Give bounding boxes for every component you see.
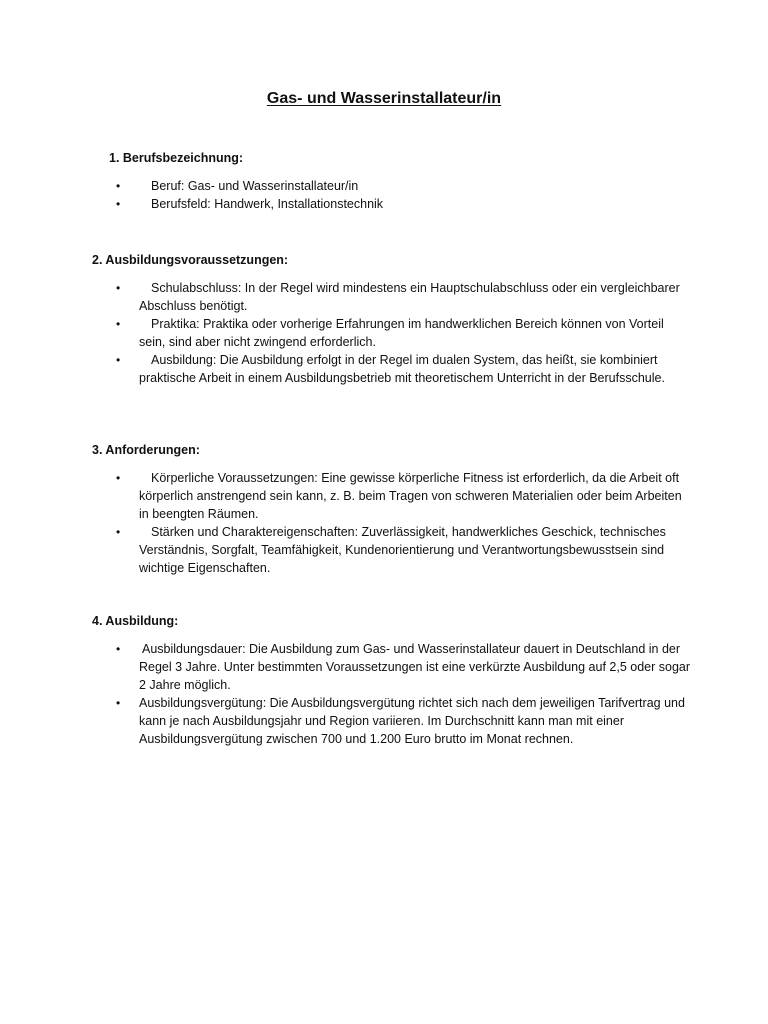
bullet-icon: • (116, 525, 121, 539)
list-item-text: Beruf: Gas- und Wasserinstallateur/in (151, 179, 359, 193)
list-item (92, 177, 692, 195)
section-anforderungen (92, 441, 692, 577)
bullet-list (92, 640, 692, 748)
list-item-text: Ausbildung: Die Ausbildung erfolgt in der Regel im dualen System, das heißt, sie kombiniert praktische Arbeit in einem Ausbildungsbetrieb mit theoretischem Unterricht in der Berufsschule. (139, 353, 665, 385)
list-item (92, 195, 692, 213)
list-item (92, 279, 692, 315)
list-item-text: Praktika: Praktika oder vorherige Erfahrungen im handwerklichen Bereich können von Vorteil sein, sind aber nicht zwingend erforderlich. (139, 317, 664, 349)
bullet-icon: • (116, 281, 121, 295)
list-item (92, 469, 692, 523)
bullet-list (92, 177, 692, 213)
list-item (92, 640, 692, 694)
section-heading: 1. Berufsbezeichnung: (109, 151, 244, 165)
list-item (92, 315, 692, 351)
list-item (92, 523, 692, 577)
section-berufsbezeichnung (92, 149, 692, 213)
list-item (92, 351, 692, 387)
section-heading: 3. Anforderungen: (92, 443, 200, 457)
section-heading: 2. Ausbildungsvoraussetzungen: (92, 253, 289, 267)
section-heading: 4. Ausbildung: (92, 614, 179, 628)
bullet-list (92, 469, 692, 577)
bullet-icon: • (116, 197, 121, 211)
section-ausbildung (92, 612, 692, 748)
document-title: Gas- und Wasserinstallateur/in (266, 90, 502, 107)
list-item-text: Schulabschluss: In der Regel wird mindestens ein Hauptschulabschluss oder ein vergleichbarer Abschluss benötigt. (139, 281, 680, 313)
list-item-text: Ausbildungsvergütung: Die Ausbildungsvergütung richtet sich nach dem jeweiligen Tarifvertrag und kann je nach Ausbildungsjahr und Region variieren. Im Durchschnitt kann man mit einer Ausbildungsvergütung zwischen 700 und 1.200 Euro brutto im Monat rechnen. (139, 696, 685, 746)
bullet-icon: • (116, 353, 121, 367)
bullet-icon: • (116, 179, 121, 193)
section-ausbildungsvoraussetzungen (92, 251, 692, 387)
bullet-icon: • (116, 471, 121, 485)
list-item-text: Stärken und Charaktereigenschaften: Zuverlässigkeit, handwerkliches Geschick, technisches Verständnis, Sorgfalt, Teamfähigkeit, Kundenorientierung und Verantwortungsbewusstsein sind wichtige Eigenschaften. (139, 525, 666, 575)
bullet-icon: • (116, 642, 121, 656)
list-item-text: Berufsfeld: Handwerk, Installationstechnik (151, 197, 384, 211)
bullet-icon: • (116, 317, 121, 331)
bullet-icon: • (116, 696, 121, 710)
list-item (92, 694, 692, 748)
list-item-text: Ausbildungsdauer: Die Ausbildung zum Gas- und Wasserinstallateur dauert in Deutschland in der Regel 3 Jahre. Unter bestimmten Voraussetzungen ist eine verkürzte Ausbildung auf 2,5 oder sogar 2 Jahre möglich. (139, 642, 691, 692)
list-item-text: Körperliche Voraussetzungen: Eine gewisse körperliche Fitness ist erforderlich, da die Arbeit oft körperlich anstrengend sein kann, z. B. beim Tragen von schweren Materialien oder beim Arbeiten in beengten Räumen. (139, 471, 682, 521)
bullet-list (92, 279, 692, 387)
